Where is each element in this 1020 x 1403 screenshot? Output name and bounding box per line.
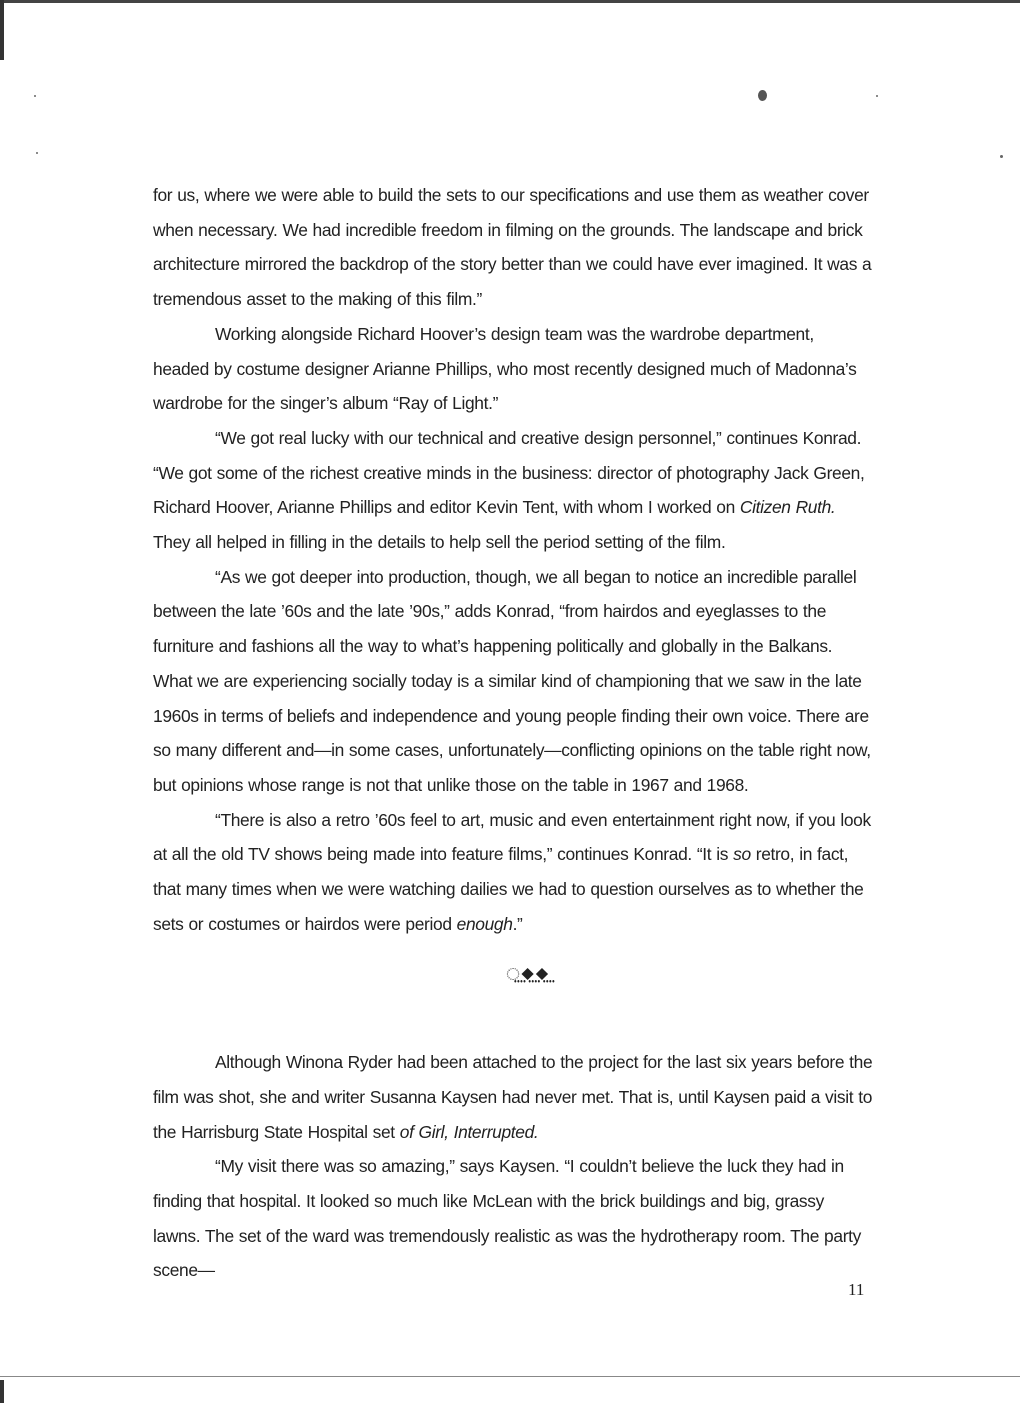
paragraph-retro xyxy=(153,803,873,942)
paragraph-parallel: “As we got deeper into production, though, we all began to notice an incredible parallel between the late ’60s and the late ’90s,” adds Konrad, “from hairdos and eyeglasses to the furniture and fashions all the way to what’s happening politically and globally in the Balkans. What we are experiencing socially today is a similar kind of championing that we saw in the late 1960s in terms of beliefs and independence and young people finding their own voice. There are so many different and—in some cases, unfortunately—conflicting opinions on the table right now, but opinions whose range is not that unlike those on the table in 1967 and 1968. xyxy=(153,566,871,795)
paragraph-wardrobe: Working alongside Richard Hoover’s design team was the wardrobe department, headed by costume designer Arianne Phillips, who most recently designed much of Madonna’s wardrobe for the singer’s album “Ray of Light.” xyxy=(153,323,857,414)
scan-edge-left-bottom xyxy=(0,1380,4,1403)
paragraph-continuation: for us, where we were able to build the sets to our specifications and use them as weather cover when necessary. We had incredible freedom in filming on the grounds. The landscape and brick architecture mirrored the backdrop of the story better than we could have ever imagined. It was a tremendous asset to the making of this film.” xyxy=(153,185,872,310)
italic-emphasis: enough xyxy=(456,913,513,934)
scan-speck xyxy=(758,90,767,101)
text-run: retro, in fact, that many times when we were watching dailies we had to question ourselves as to whether the sets or costumes or hairdos were period xyxy=(153,844,864,934)
section-divider-ornament: ⵿◆⵿◆⵿ xyxy=(506,965,550,986)
scan-speck xyxy=(34,95,36,97)
text-run: .” xyxy=(512,913,523,934)
text-run: “We got real lucky with our technical and creative design personnel,” continues Konrad. “We got some of the richest creative minds in the business: director of photography Jack Green, Richard Hoover, Arianne Phillips and editor Kevin Tent, with whom I worked on xyxy=(153,427,865,518)
scan-speck xyxy=(36,152,38,154)
paragraph-winona xyxy=(153,1045,873,1149)
italic-title: of Girl, Interrupted. xyxy=(399,1121,539,1142)
paragraph-kaysen-visit: “My visit there was so amazing,” says Kaysen. “I couldn’t believe the luck they had in finding that hospital. It looked so much like McLean with the brick buildings and big, grassy lawns. The set of the ward was tremendously realistic as was the hydrotherapy room. The party scene— xyxy=(153,1156,861,1281)
scan-speck xyxy=(1000,155,1003,158)
page-number: 11 xyxy=(848,1280,865,1299)
text-run: Although Winona Ryder had been attached to the project for the last six years before the film was shot, she and writer Susanna Kaysen had never met. That is, until Kaysen paid a visit to the Harrisburg State Hospital set xyxy=(153,1052,873,1142)
text-run: They all helped in filling in the details to help sell the period setting of the film. xyxy=(153,532,726,553)
document-body xyxy=(153,178,873,1288)
scan-edge-left xyxy=(0,0,4,60)
scan-speck xyxy=(876,95,878,97)
scan-edge-top xyxy=(0,0,1020,3)
italic-title: Citizen Ruth. xyxy=(739,497,836,518)
italic-emphasis: so xyxy=(733,844,751,865)
paragraph-design-personnel xyxy=(153,421,873,560)
scan-edge-bottom xyxy=(0,1376,1020,1377)
text-run: “There is also a retro ’60s feel to art, music and even entertainment right now, if you look at all the old TV shows being made into feature films,” continues Konrad. “It is xyxy=(153,809,871,865)
